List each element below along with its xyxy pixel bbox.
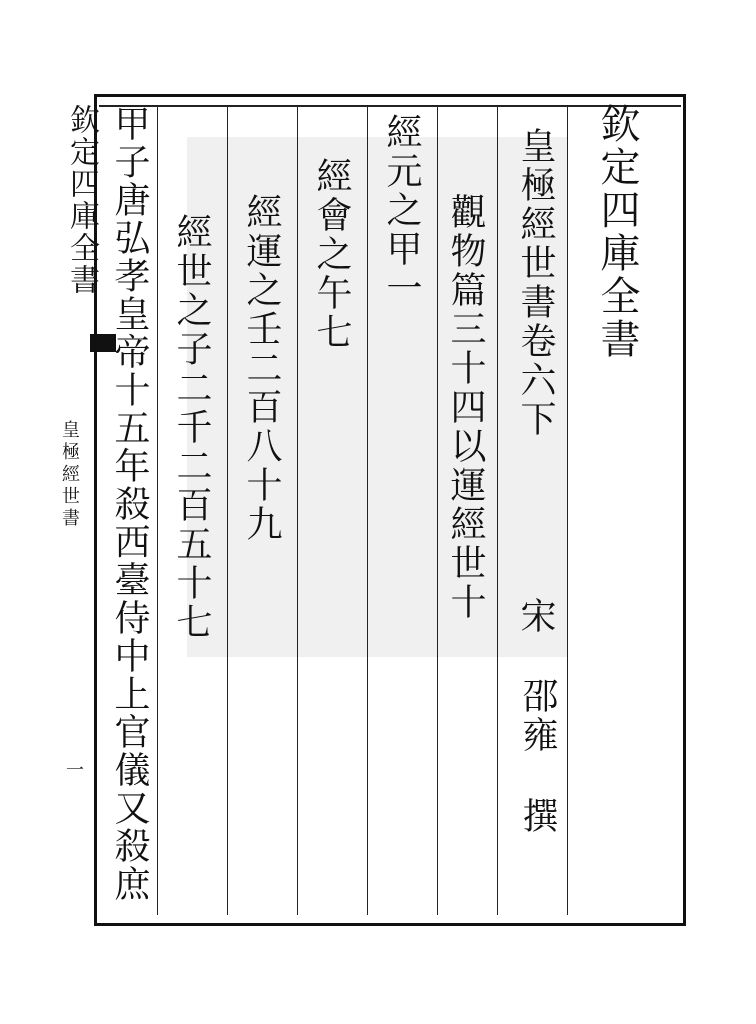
column-rule <box>367 105 368 915</box>
column-rule <box>227 105 228 915</box>
column-entry-yun: 經運之壬二百八十九 <box>241 193 282 544</box>
column-entry-shi: 經世之子二千二百五十七 <box>171 213 212 642</box>
column-rule <box>437 105 438 915</box>
column-header-title: 欽定四庫全書 <box>594 103 640 361</box>
page-frame <box>94 94 686 926</box>
column-dynasty: 宋 <box>515 597 556 636</box>
column-rule <box>567 105 568 915</box>
column-chapter-title: 觀物篇三十四以運經世十 <box>445 193 486 622</box>
column-body-text: 甲子唐弘孝皇帝十五年殺西臺侍中上官儀又殺庶 <box>109 105 150 903</box>
column-volume-title: 皇極經世書卷六下 <box>515 127 556 439</box>
spine-page-number: 一 <box>63 760 84 778</box>
column-entry-yuan: 經元之甲一 <box>381 113 422 308</box>
spine-book-title: 皇極經世書 <box>59 420 80 530</box>
column-entry-hui: 經會之午七 <box>311 157 352 352</box>
column-rule <box>157 105 158 915</box>
column-author: 邵雍 <box>517 677 558 755</box>
column-rule <box>497 105 498 915</box>
column-author-suffix: 撰 <box>517 797 558 836</box>
spine-header: 欽定四庫全書 <box>64 104 99 296</box>
column-rule <box>297 105 298 915</box>
